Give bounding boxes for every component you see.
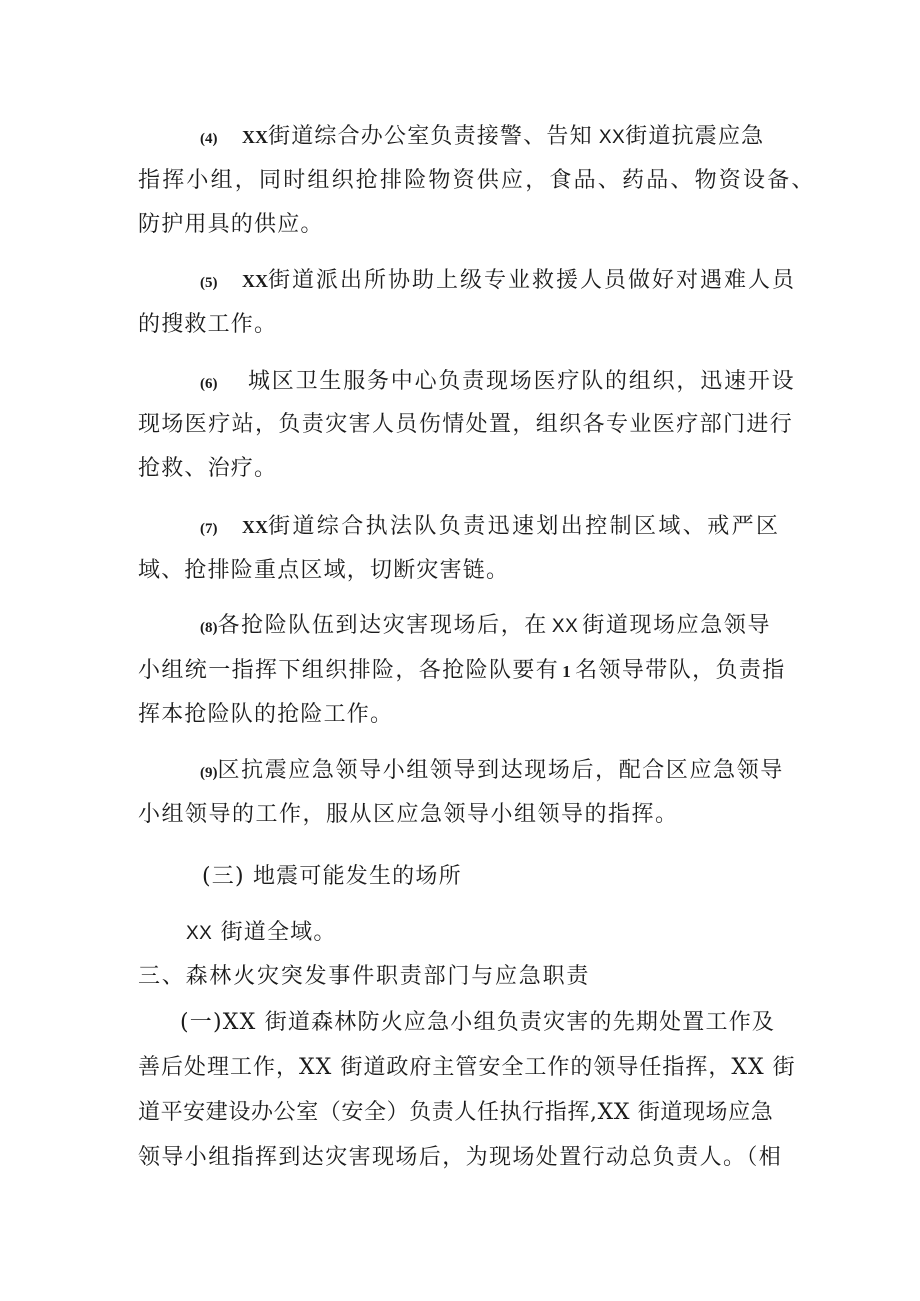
section-3-heading [202,862,462,892]
item-5-text: 街道派出所协助上级专业救援人员做好对遇难人员 [268,268,797,293]
item-4-line-1 [200,122,764,154]
item-8-text: 小组统一指挥下组织排险，各抢险队要有 [138,658,560,683]
item-6-line-3: 抢救、治疗。 [138,456,278,481]
section-3-label: (三) [202,864,245,889]
xx-label: XX [242,127,268,147]
item-8-number: (8) [200,620,218,636]
item-6-number: (6) [200,376,218,392]
item-4-text: 街道抗震应急 [625,124,765,149]
item-7-line-2: 域、抢排险重点区域，切断灾害链。 [138,558,510,583]
para-1-line-4: 领导小组指挥到达灾害现场后，为现场处置行动总负责人。（相 [138,1145,783,1170]
section-3-title: 地震可能发生的场所 [252,864,462,889]
item-8-line-3: 挥本抢险队的抢险工作。 [138,702,394,727]
item-7-number: (7) [200,521,218,537]
para-1-line-3: 道平安建设办公室（安全）负责人任执行指挥,XX 街道现场应急 [138,1100,774,1125]
xx-label: XX [242,271,268,291]
xx-label: XX [598,127,626,148]
item-9-line-1 [200,756,784,788]
item-8-text: 街道现场应急领导 [582,613,772,638]
xx-label: XX [186,923,213,944]
para-1-line-2: 善后处理工作，XX 街道政府主管安全工作的领导任指挥，XX 街 [138,1055,796,1080]
item-8-line-1 [200,611,771,643]
item-9-text: 区抗震应急领导小组领导到达现场后，配合区应急领导 [217,758,784,783]
para-1-line-1 [180,1008,775,1038]
item-4-line-2: 指挥小组，同时组织抢排险物资供应，食品、药品、物资设备、 [138,168,816,193]
item-5-number: (5) [200,275,218,291]
item-6-text: 城区卫生服务中心负责现场医疗队的组织，迅速开设 [248,369,796,394]
item-4-number: (4) [200,131,218,147]
xx-label: XX [551,616,579,637]
item-6-line-1 [200,367,795,399]
item-5-line-1 [200,266,796,298]
para-1-text: XX 街道森林防火应急小组负责灾害的先期处置工作及 [222,1010,776,1035]
xx-label: XX [242,517,268,537]
item-5-line-2: 的搜救工作。 [138,312,278,337]
item-4-text: 街道综合办公室负责接警、告知 [268,124,593,149]
item-8-text: 名领导带队，负责指 [575,658,786,683]
item-7-text: 街道综合执法队负责迅速划出控制区域、戒严区 [268,514,781,539]
leader-count: 1 [562,662,573,681]
item-9-line-2: 小组领导的工作，服从区应急领导小组领导的指挥。 [138,802,679,827]
scope-line [186,918,337,949]
chapter-3-heading: 三、森林火灾突发事件职责部门与应急职责 [138,964,591,989]
scope-text: 街道全域。 [220,920,337,945]
item-6-line-2: 现场医疗站，负责灾害人员伤情处置，组织各专业医疗部门进行 [138,412,794,437]
item-8-line-2 [138,656,786,687]
item-7-line-1 [200,512,780,544]
item-9-number: (9) [200,765,218,781]
para-1-label: (一) [180,1010,223,1035]
item-8-text: 各抢险队伍到达灾害现场后，在 [217,613,548,638]
item-4-line-3: 防护用具的供应。 [138,212,324,237]
